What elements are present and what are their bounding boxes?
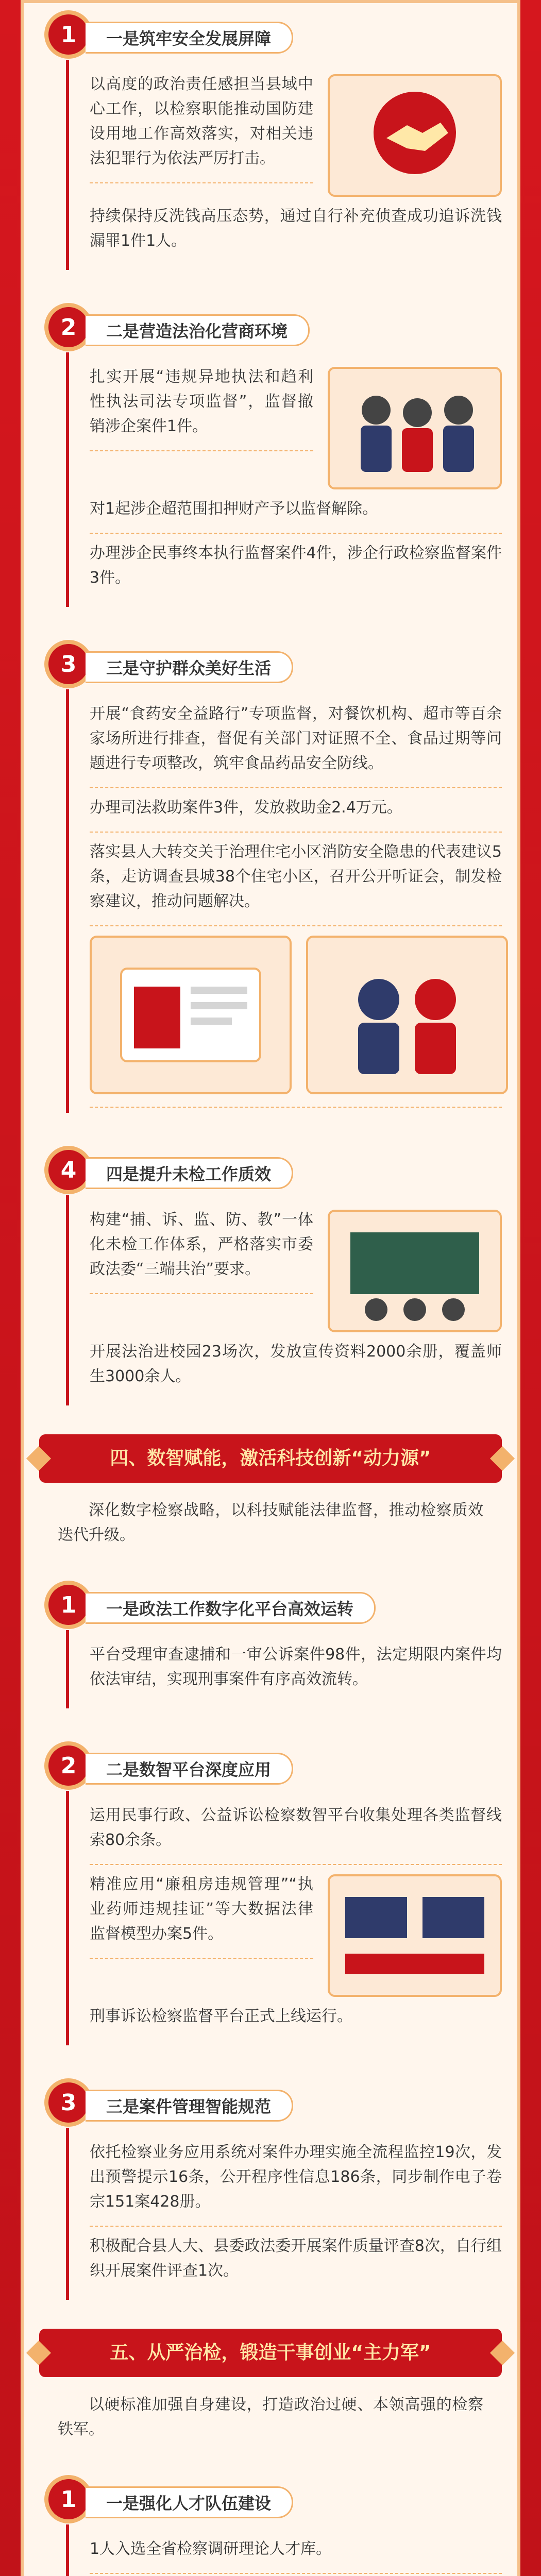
paragraph: 对1起涉企超范围扣押财产予以监督解除。 [90, 489, 502, 534]
paragraph: 持续保持反洗钱高压态势，通过自行补充侦查成功追诉洗钱漏罪1件1人。 [90, 207, 502, 250]
paragraph: 运用民事行政、公益诉讼检察数智平台收集处理各类监督线索80余条。 [90, 1796, 502, 1865]
section-number: 1 [48, 1585, 89, 1625]
section-body [66, 1195, 502, 1405]
section-number: 2 [48, 1745, 89, 1786]
section-item [39, 1146, 502, 1405]
paragraph: 依托检察业务应用系统对案件办理实施全流程监控19次，发出预警提示16条，公开程序性信息186条，同步制作电子卷宗151案428册。 [90, 2133, 502, 2227]
paragraph: 落实县人大转交关于治理住宅小区消防安全隐患的代表建议5条，走访调查县城38个住宅小区，召开公开听证会，制发检察建议，推动问题解决。 [90, 833, 502, 926]
paragraph: 平台受理审查逮捕和一审公诉案件98件，法定期限内案件均依法审结，实现刑事案件有序高效流转。 [90, 1646, 502, 1688]
paragraph: 1人入选全省检察调研理论人才库。 [90, 2530, 502, 2574]
paragraph [90, 2574, 502, 2576]
section-body [66, 2524, 502, 2576]
section-heading [39, 10, 502, 60]
section-title: 三是守护群众美好生活 [86, 651, 293, 683]
inspection-illustration [90, 936, 292, 1094]
section-item [39, 640, 502, 1113]
section-title: 一是强化人才队伍建设 [86, 2486, 293, 2518]
section-number: 3 [48, 2082, 89, 2123]
section-number: 2 [48, 307, 89, 347]
section-item [39, 2078, 502, 2300]
section-heading [39, 1146, 502, 1195]
lecture-illustration [328, 1210, 502, 1332]
section-body [66, 352, 502, 607]
section-title: 一是筑牢安全发展屏障 [86, 22, 293, 54]
paragraph: 扎实开展“违规异地执法和趋利性执法司法专项监督”，监督撤销涉企案件1件。 [90, 358, 313, 451]
section-item [39, 2475, 502, 2576]
section-body [66, 1630, 502, 1708]
section-item [39, 10, 502, 270]
section-heading [39, 2475, 502, 2524]
section-body [66, 60, 502, 270]
section-heading [39, 1741, 502, 1791]
meeting-illustration [328, 367, 502, 489]
section-heading [39, 2078, 502, 2128]
section-title: 二是营造法治化营商环境 [86, 314, 310, 346]
section-heading [39, 303, 502, 352]
section-intro: 深化数字检察战略，以科技赋能法律监督，推动检察质效迭代升级。 [58, 1501, 483, 1544]
section-number: 3 [48, 644, 89, 684]
paragraph: 刑事诉讼检察监督平台正式上线运行。 [90, 2007, 352, 2025]
paragraph: 办理司法救助案件3件，发放救助金2.4万元。 [90, 788, 502, 833]
section-body [66, 1791, 502, 2045]
section-heading [39, 1581, 502, 1630]
section-intro: 以硬标准加强自身建设，打造政治过硬、本领高强的检察铁军。 [58, 2396, 483, 2438]
section-title: 四是提升未检工作质效 [86, 1157, 293, 1189]
section-title: 三是案件管理智能规范 [86, 2090, 293, 2122]
section-number: 4 [48, 1150, 89, 1190]
paragraph: 精准应用“廉租房违规管理”“执业药师违规挂证”等大数据法律监督模型办案5件。 [90, 1865, 313, 1959]
section-number: 1 [48, 14, 89, 55]
section-number: 1 [48, 2479, 89, 2519]
section-title: 二是数智平台深度应用 [86, 1753, 293, 1785]
content-panel [21, 0, 520, 2576]
paragraph: 构建“捕、诉、监、防、教”一体化未检工作体系，严格落实市委政法委“三端共治”要求。 [90, 1200, 313, 1294]
section-item [39, 303, 502, 607]
office-illustration [328, 1874, 502, 1997]
paragraph: 以高度的政治责任感担当县域中心工作，以检察职能推动国防建设用地工作高效落实，对相关违法犯罪行为依法严厉打击。 [90, 65, 313, 183]
section-heading [39, 640, 502, 689]
section-item [39, 1741, 502, 2045]
paragraph: 开展法治进校园23场次，发放宣传资料2000余册，覆盖师生3000余人。 [90, 1343, 502, 1385]
paragraph: 开展“食药安全益路行”专项监督，对餐饮机构、超市等百余家场所进行排查，督促有关部门对证照不全、食品过期等问题进行专项整改，筑牢食品药品安全防线。 [90, 694, 502, 788]
section-body [66, 2128, 502, 2300]
hearing-illustration [306, 936, 508, 1094]
paragraph: 积极配合县人大、县委政法委开展案件质量评查8次，自行组织开展案件评查1次。 [90, 2237, 502, 2280]
section-title: 一是政法工作数字化平台高效运转 [86, 1592, 376, 1624]
paragraph: 办理涉企民事终本执行监督案件4件，涉企行政检察监督案件3件。 [90, 544, 502, 587]
section-banner: 四、数智赋能，激活科技创新“动力源” [39, 1434, 502, 1483]
handshake-illustration [328, 74, 502, 197]
section-banner: 五、从严治检，锻造干事创业“主力军” [39, 2329, 502, 2377]
section-item [39, 1581, 502, 1708]
section-body [66, 689, 502, 1113]
